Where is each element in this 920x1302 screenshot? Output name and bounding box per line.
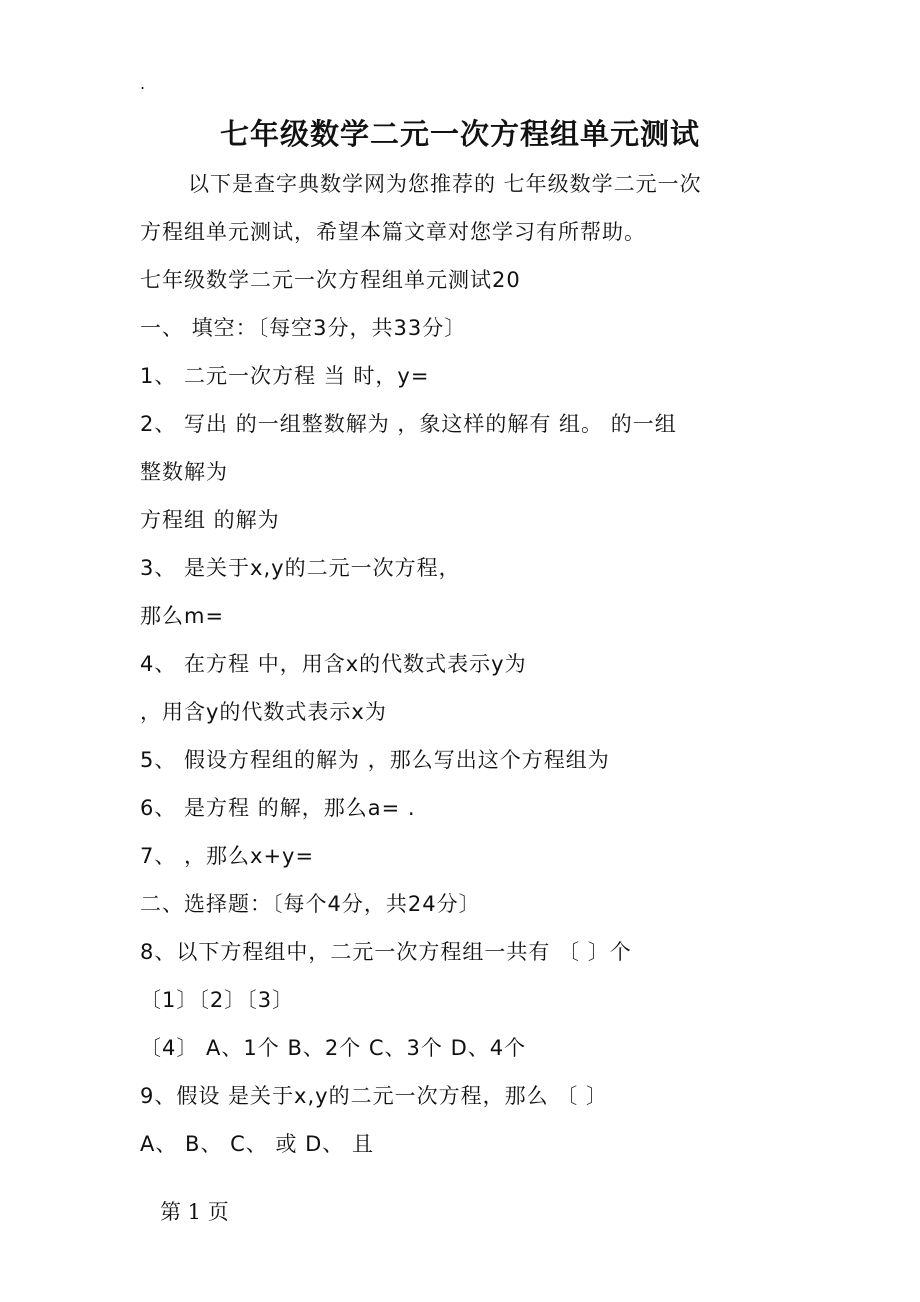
question-5: 5、 假设方程组的解为 ，那么写出这个方程组为 bbox=[140, 748, 610, 772]
question-8-options-1: 〔1〕〔2〕〔3〕 bbox=[140, 988, 295, 1012]
subtitle-line: 七年级数学二元一次方程组单元测试20 bbox=[140, 268, 521, 292]
page-number-footer: 第 1 页 bbox=[160, 1200, 229, 1224]
document-title: 七年级数学二元一次方程组单元测试 bbox=[219, 117, 700, 151]
question-3: 3、 是关于x,y的二元一次方程， bbox=[140, 556, 461, 580]
section-heading-choice: 二、选择题：〔每个4分，共24分〕 bbox=[140, 892, 481, 916]
intro-line-2: 方程组单元测试，希望本篇文章对您学习有所帮助。 bbox=[140, 220, 646, 244]
question-2: 2、 写出 的一组整数解为 ，象这样的解有 组。 的一组 bbox=[140, 412, 677, 436]
page-marker-dot: . bbox=[140, 74, 146, 93]
question-6: 6、 是方程 的解，那么a= . bbox=[140, 796, 416, 820]
question-2-cont-2: 方程组 的解为 bbox=[140, 508, 280, 532]
question-1: 1、 二元一次方程 当 时，y= bbox=[140, 364, 430, 388]
section-heading-fill-in: 一、 填空：〔每空3分，共33分〕 bbox=[140, 316, 467, 340]
question-4: 4、 在方程 中，用含x的代数式表示y为 bbox=[140, 652, 527, 676]
question-4-cont: ，用含y的代数式表示x为 bbox=[140, 700, 387, 724]
question-3-cont: 那么m= bbox=[140, 604, 225, 628]
question-2-cont: 整数解为 bbox=[140, 460, 228, 484]
intro-line-1: 以下是查字典数学网为您推荐的 七年级数学二元一次 bbox=[188, 172, 702, 196]
question-8: 8、以下方程组中，二元一次方程组一共有 〔 〕个 bbox=[140, 940, 632, 964]
question-9: 9、假设 是关于x,y的二元一次方程，那么 〔 〕 bbox=[140, 1084, 608, 1108]
question-8-options-2: 〔4〕 A、1个 B、2个 C、3个 D、4个 bbox=[140, 1036, 527, 1060]
question-7: 7、 ，那么x+y= bbox=[140, 844, 315, 868]
question-9-options: A、 B、 C、 或 D、 且 bbox=[140, 1132, 374, 1156]
